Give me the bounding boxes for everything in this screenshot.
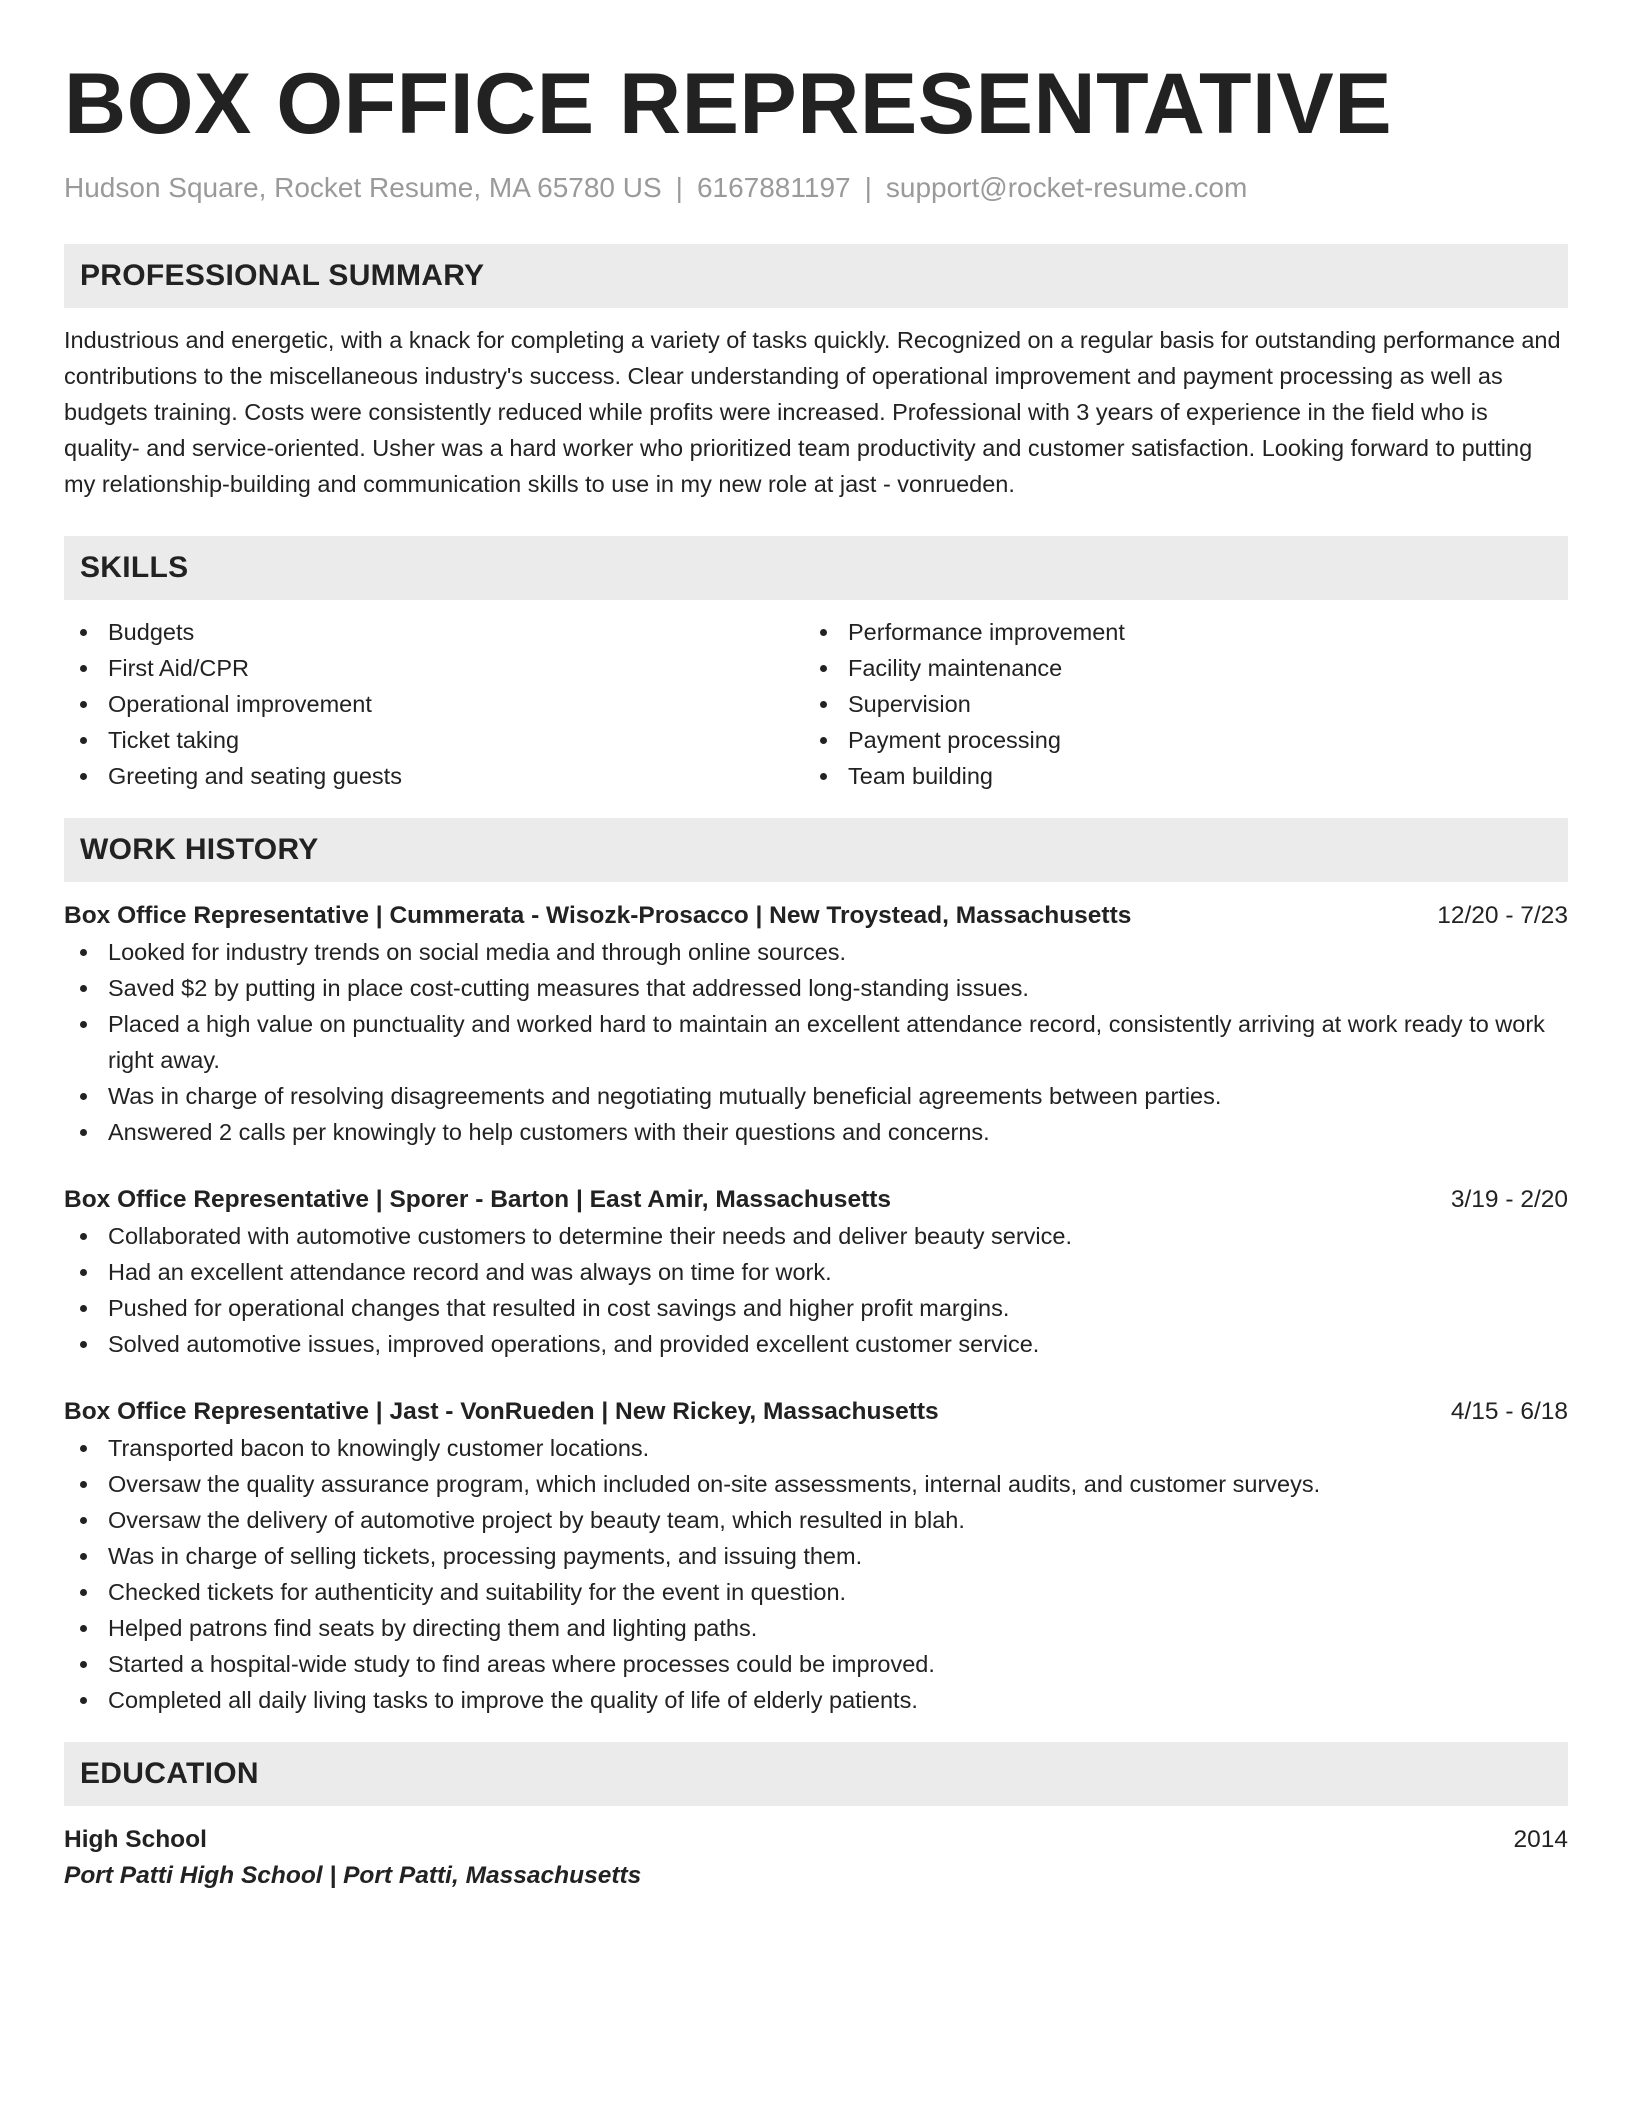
skill-item: Performance improvement (804, 614, 1544, 650)
job-header (64, 1394, 1568, 1430)
job-entry (64, 1182, 1568, 1362)
skill-item: Payment processing (804, 722, 1544, 758)
job-bullet: Helped patrons find seats by directing them and lighting paths. (64, 1610, 1568, 1646)
skills-section-header (64, 536, 1568, 600)
job-bullet: Answered 2 calls per knowingly to help customers with their questions and concerns. (64, 1114, 1568, 1150)
contact-line (64, 170, 1568, 206)
skills-column-right (804, 614, 1544, 794)
job-bullet: Solved automotive issues, improved operations, and provided excellent customer service. (64, 1326, 1568, 1362)
education-degree: High School (64, 1826, 207, 1853)
job-bullet: Checked tickets for authenticity and suitability for the event in question. (64, 1574, 1568, 1610)
job-bullet: Had an excellent attendance record and was always on time for work. (64, 1254, 1568, 1290)
summary-section-header (64, 244, 1568, 308)
work-section-header (64, 818, 1568, 882)
contact-email: support@rocket-resume.com (885, 172, 1248, 203)
job-bullet: Collaborated with automotive customers to determine their needs and deliver beauty service. (64, 1218, 1568, 1254)
education-year: 2014 (1513, 1826, 1568, 1853)
skill-item: Budgets (64, 614, 804, 650)
job-bullet: Placed a high value on punctuality and worked hard to maintain an excellent attendance record, consistently arriving at work ready to work right away. (64, 1006, 1568, 1078)
job-heading: Box Office Representative | Jast - VonRueden | New Rickey, Massachusetts (64, 1398, 939, 1425)
job-bullet: Pushed for operational changes that resulted in cost savings and higher profit margins. (64, 1290, 1568, 1326)
job-bullets (64, 1218, 1568, 1362)
job-bullet: Saved $2 by putting in place cost-cutting measures that addressed long-standing issues. (64, 970, 1568, 1006)
skill-item: Operational improvement (64, 686, 804, 722)
skill-item: Ticket taking (64, 722, 804, 758)
education-section-header (64, 1742, 1568, 1806)
job-dates: 12/20 - 7/23 (1437, 902, 1568, 929)
job-bullet: Was in charge of resolving disagreements and negotiating mutually beneficial agreements between parties. (64, 1078, 1568, 1114)
skills-list (64, 614, 1568, 794)
job-entry (64, 898, 1568, 1150)
job-bullet: Looked for industry trends on social media and through online sources. (64, 934, 1568, 970)
job-entry (64, 1394, 1568, 1718)
contact-phone: 6167881197 (696, 172, 851, 203)
work-section-title: WORK HISTORY (80, 833, 319, 866)
job-header (64, 1182, 1568, 1218)
skill-item: Greeting and seating guests (64, 758, 804, 794)
summary-text: Industrious and energetic, with a knack for completing a variety of tasks quickly. Recognized on a regular basis for outstanding performance and contributions to the miscellaneous industry's success. Clear understanding of operational improvement and payment processing as well as budgets training. Costs were consistently reduced while profits were increased. Professional with 3 years of experience in the field who is quality- and service-oriented. Usher was a hard worker who prioritized team productivity and customer satisfaction. Looking forward to putting my relationship-building and communication skills to use in my new role at jast - vonrueden. (64, 327, 1561, 497)
job-bullet: Completed all daily living tasks to improve the quality of life of elderly patients. (64, 1682, 1568, 1718)
job-bullet: Transported bacon to knowingly customer locations. (64, 1430, 1568, 1466)
job-bullets (64, 934, 1568, 1150)
contact-address: Hudson Square, Rocket Resume, MA 65780 US (64, 172, 662, 203)
education-section-title: EDUCATION (80, 1757, 259, 1790)
job-bullets (64, 1430, 1568, 1718)
job-bullet: Oversaw the quality assurance program, which included on-site assessments, internal audits, and customer surveys. (64, 1466, 1568, 1502)
job-dates: 4/15 - 6/18 (1450, 1398, 1568, 1425)
education-header (64, 1822, 1568, 1858)
education-school: Port Patti High School | Port Patti, Massachusetts (64, 1862, 642, 1889)
job-dates: 3/19 - 2/20 (1450, 1186, 1568, 1213)
job-bullet: Started a hospital-wide study to find areas where processes could be improved. (64, 1646, 1568, 1682)
job-bullet: Was in charge of selling tickets, processing payments, and issuing them. (64, 1538, 1568, 1574)
job-heading: Box Office Representative | Sporer - Barton | East Amir, Massachusetts (64, 1186, 892, 1213)
skills-section-title: SKILLS (80, 551, 189, 584)
contact-separator: | (675, 172, 683, 203)
skills-column-left (64, 614, 804, 794)
education-entry (64, 1822, 1568, 1894)
contact-separator: | (864, 172, 872, 203)
skill-item: Team building (804, 758, 1544, 794)
skill-item: Supervision (804, 686, 1544, 722)
job-heading: Box Office Representative | Cummerata - Wisozk-Prosacco | New Troystead, Massachusetts (64, 902, 1132, 929)
summary-section-title: PROFESSIONAL SUMMARY (80, 259, 485, 292)
job-bullet: Oversaw the delivery of automotive project by beauty team, which resulted in blah. (64, 1502, 1568, 1538)
job-header (64, 898, 1568, 934)
skill-item: First Aid/CPR (64, 650, 804, 686)
skill-item: Facility maintenance (804, 650, 1544, 686)
candidate-name: BOX OFFICE REPRESENTATIVE (64, 56, 1393, 152)
